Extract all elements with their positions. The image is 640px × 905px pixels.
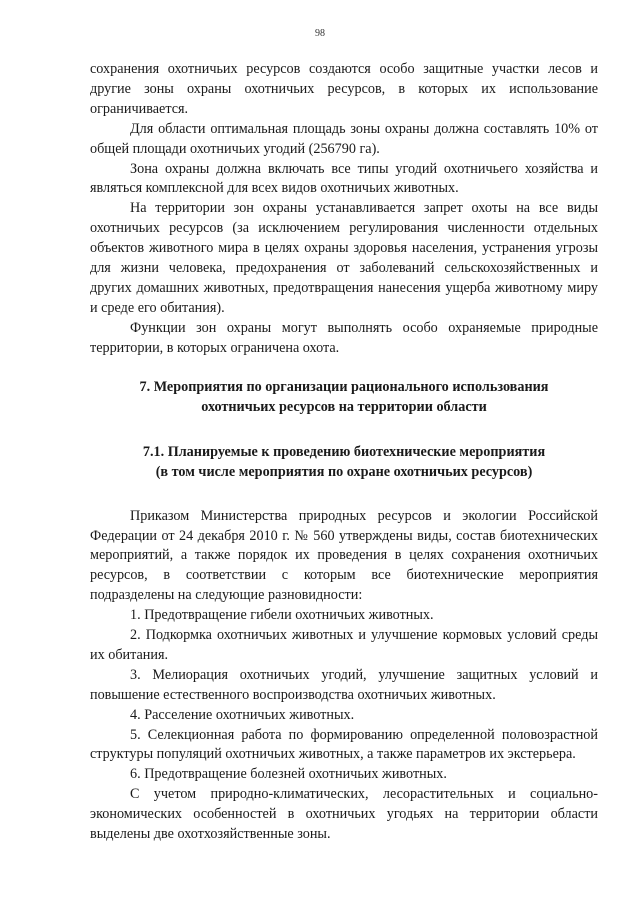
list-item: 5. Селекционная работа по формированию определенной половозрастной структуры популяций охотничьих животных, а также параметров их экстерьера. [90,726,598,763]
section-7-1-heading [90,442,598,482]
section-7-heading-line-1: 7. Мероприятия по организации рационального использования [139,378,549,395]
list-item: 6. Предотвращение болезней охотничьих животных. [130,766,447,783]
biotechnical-measures-list [90,606,598,785]
list-item: 1. Предотвращение гибели охотничьих животных. [130,607,434,624]
list-item: 2. Подкормка охотничьих животных и улучшение кормовых условий среды их обитания. [90,627,598,663]
paragraph-protected-territories: Функции зон охраны могут выполнять особо охраняемые природные территории, в которых ограничена охота. [90,319,598,356]
paragraph-protection-area-size: Для области оптимальная площадь зоны охраны должна составлять 10% от общей площади охотничьих угодий (256790 га). [90,120,598,157]
paragraph-hunting-zones: С учетом природно-климатических, лесорастительных и социально-экономических особенностей в охотничьих угодьях на территории области выделены две охотхозяйственные зоны. [90,786,598,843]
paragraph-hunting-ban: На территории зон охраны устанавливается запрет охоты на все виды охотничьих ресурсов (за исключением регулирования численности отдельных объектов животного мира в целях охраны здоровья населения, устранения угрозы для жизни человека, предохранения от заболеваний сельскохозяйственных и других домашних животных, предотвращения нанесения ущерба животному миру и среде его обитания). [90,200,598,316]
section-7-1-heading-line-2: (в том числе мероприятия по охране охотничьих ресурсов) [155,463,533,480]
list-item: 4. Расселение охотничьих животных. [130,706,355,723]
paragraph-continuation: сохранения охотничьих ресурсов создаются особо защитные участки лесов и другие зоны охраны охотничьих ресурсов, в которых их использование ограничивается. [90,61,598,117]
list-item: 3. Мелиорация охотничьих угодий, улучшение защитных условий и повышение естественного воспроизводства охотничьих животных. [90,666,598,703]
page-body [90,60,598,845]
section-7-heading [90,377,598,417]
section-7-1-heading-line-1: 7.1. Планируемые к проведению биотехнические мероприятия [142,443,546,460]
section-7-heading-line-2: охотничьих ресурсов на территории области [201,398,487,415]
paragraph-protection-zone-types: Зона охраны должна включать все типы угодий охотничьего хозяйства и являться комплексной для всех видов охотничьих животных. [90,160,598,197]
paragraph-ministry-order: Приказом Министерства природных ресурсов и экологии Российской Федерации от 24 декабря 2010 г. № 560 утверждены виды, состав биотехнических мероприятий, а также порядок их проведения в целях сохранения охотничьих ресурсов, в соответствии с которым все биотехнические мероприятия подразделены на следующие разновидности: [90,507,598,604]
page-number: 98 [315,28,325,39]
